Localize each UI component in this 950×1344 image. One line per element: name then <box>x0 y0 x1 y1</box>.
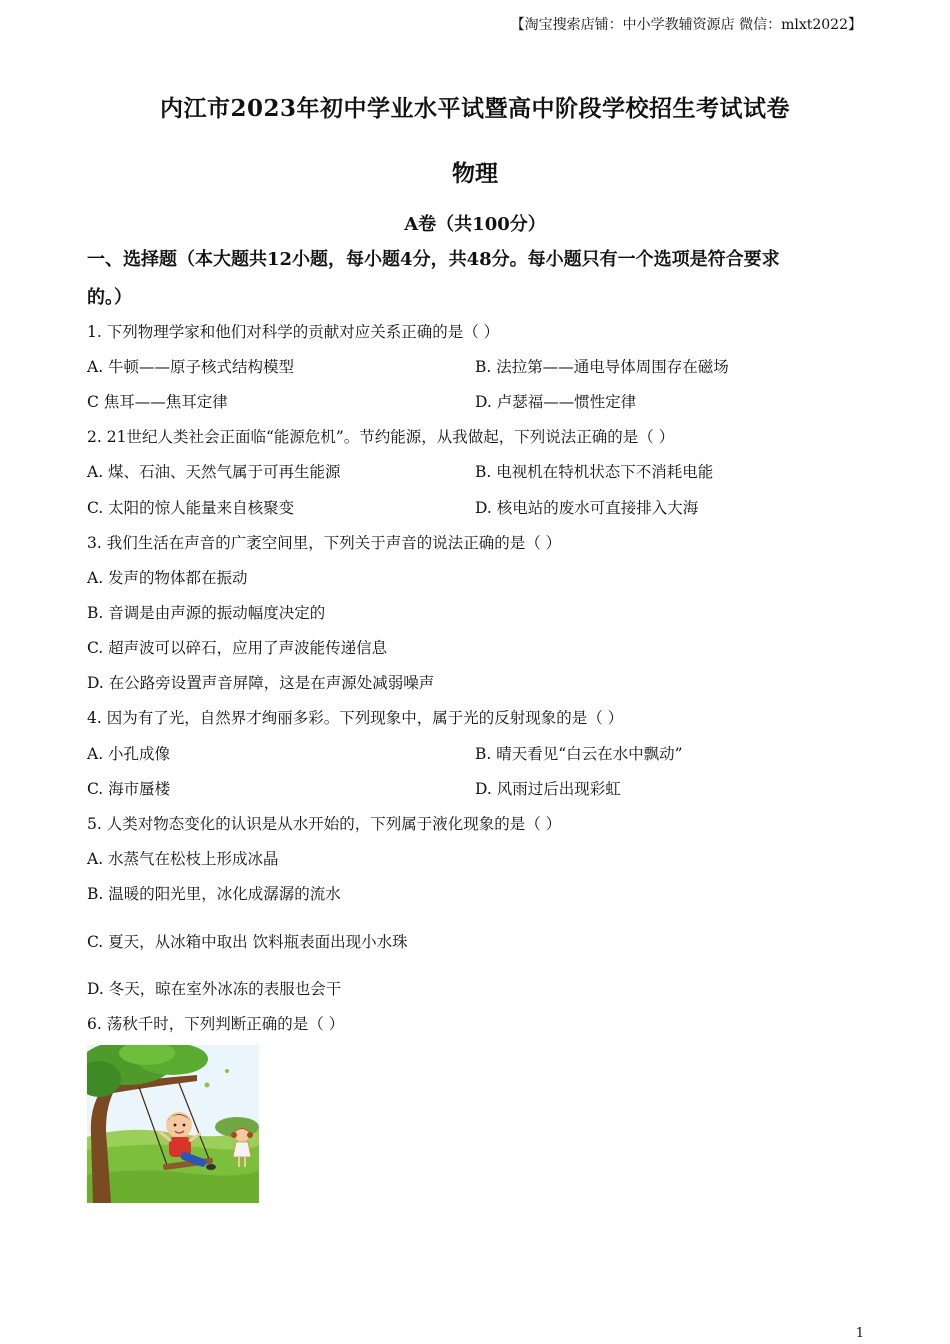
question-5-option-b: B. 温暖的阳光里，冰化成潺潺的流水 <box>87 885 341 903</box>
question-1-option-c: C 焦耳——焦耳定律 <box>87 393 228 411</box>
question-1-stem: 1. 下列物理学家和他们对科学的贡献对应关系正确的是（ ） <box>87 323 500 341</box>
part-heading-line2: 的。） <box>87 287 132 308</box>
question-4-option-c: C. 海市蜃楼 <box>87 780 171 798</box>
question-3-stem: 3. 我们生活在声音的广袤空间里，下列关于声音的说法正确的是（ ） <box>87 534 562 552</box>
question-3-option-a: A. 发声的物体都在振动 <box>87 569 248 587</box>
question-3-option-b: B. 音调是由声源的振动幅度决定的 <box>87 604 326 622</box>
question-5-option-c: C. 夏天，从冰箱中取出 饮料瓶表面出现小水珠 <box>87 933 408 951</box>
question-2-stem: 2. 21世纪人类社会正面临“能源危机”。节约能源，从我做起，下列说法正确的是（ ） <box>87 428 675 446</box>
question-2-option-b: B. 电视机在特机状态下不消耗电能 <box>475 463 714 481</box>
question-2-option-c: C. 太阳的惊人能量来自核聚变 <box>87 499 295 517</box>
exam-title: 内江市2023年初中学业水平试暨高中阶段学校招生考试试卷 <box>159 95 790 122</box>
page-number: 1 <box>855 1326 864 1341</box>
swing-illustration <box>87 1045 259 1203</box>
question-4-option-d: D. 风雨过后出现彩虹 <box>475 780 621 798</box>
question-5-stem: 5. 人类对物态变化的认识是从水开始的，下列属于液化现象的是（ ） <box>87 815 562 833</box>
question-1-option-b: B. 法拉第——通电导体周围存在磁场 <box>475 358 729 376</box>
exam-subject: 物理 <box>452 160 498 187</box>
section-heading: A卷（共100分） <box>404 214 546 235</box>
question-4-option-a: A. 小孔成像 <box>87 745 171 763</box>
question-3-option-c: C. 超声波可以碎石，应用了声波能传递信息 <box>87 639 388 657</box>
question-6-stem: 6. 荡秋千时，下列判断正确的是（ ） <box>87 1015 345 1033</box>
question-1-option-a: A. 牛顿——原子核式结构模型 <box>87 358 295 376</box>
question-2-option-d: D. 核电站的废水可直接排入大海 <box>475 499 699 517</box>
question-2-option-a: A. 煤、石油、天然气属于可再生能源 <box>87 463 341 481</box>
question-5-option-a: A. 水蒸气在松枝上形成冰晶 <box>87 850 279 868</box>
question-3-option-d: D. 在公路旁设置声音屏障，这是在声源处减弱噪声 <box>87 674 435 692</box>
header-watermark: 【淘宝搜索店铺：中小学教辅资源店 微信：mlxt2022】 <box>510 17 862 33</box>
part-heading-line1: 一、选择题（本大题共12小题，每小题4分，共48分。每小题只有一个选项是符合要求 <box>87 249 780 270</box>
question-1-option-d: D. 卢瑟福——惯性定律 <box>475 393 637 411</box>
question-4-stem: 4. 因为有了光，自然界才绚丽多彩。下列现象中，属于光的反射现象的是（ ） <box>87 709 624 727</box>
question-4-option-b: B. 晴天看见“白云在水中飘动” <box>475 745 683 763</box>
question-5-option-d: D. 冬天，晾在室外冰冻的表服也会干 <box>87 980 342 998</box>
